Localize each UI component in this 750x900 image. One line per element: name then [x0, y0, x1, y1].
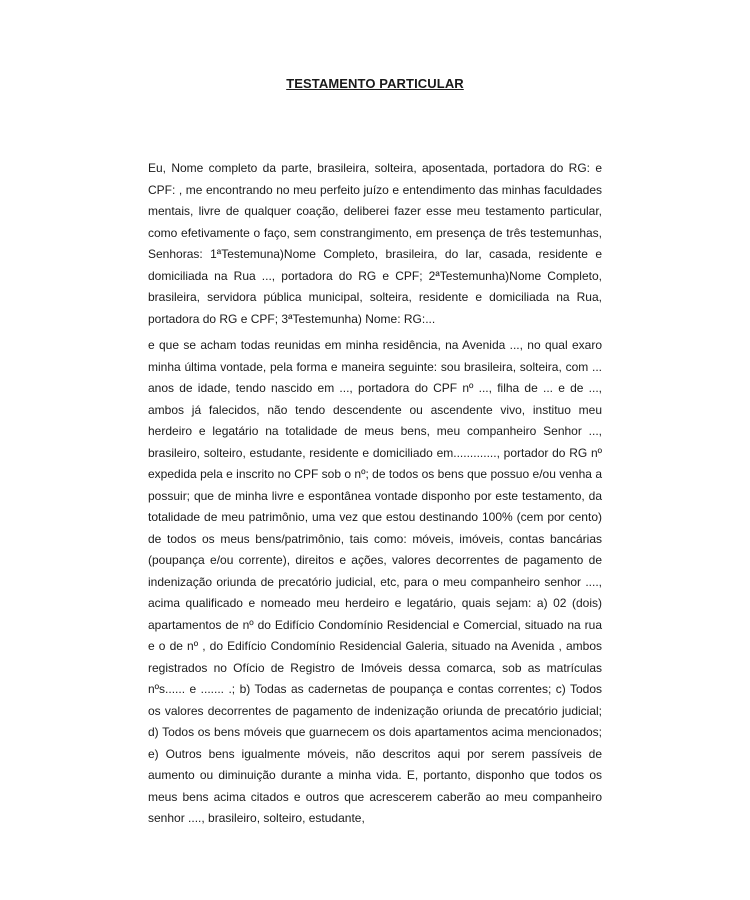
paragraph-bequest-terms: [148, 335, 602, 830]
document-title: TESTAMENTO PARTICULAR: [286, 76, 464, 91]
paragraph-text: e que se acham todas reunidas em minha residência, na Avenida ..., no qual exaro minha última vontade, pela forma e maneira seguinte: sou brasileira, solteira, com ... anos de idade, tendo nascido em ..., portadora do CPF nº ..., filha de ... e de ..., ambos já falecidos, não tendo descendente ou ascendente vivo, instituo meu herdeiro e legatário na totalidade de meus bens, meu companheiro Senhor ..., brasileiro, solteiro, estudante, residente e domiciliado em............., portador do RG nº expedida pela e inscrito no CPF sob o nº; de todos os bens que possuo e/ou venha a possuir; que de minha livre e espontânea vontade disponho por este testamento, da totalidade de meu patrimônio, uma vez que estou destinando 100% (cem por cento) de todos os meus bens/patrimônio, tais como: móveis, imóveis, contas bancárias (poupança e/ou corrente), direitos e ações, valores decorrentes de pagamento de indenização oriunda de precatório judicial, etc, para o meu companheiro senhor ...., acima qualificado e nomeado meu herdeiro e legatário, quais sejam: a) 02 (dois) apartamentos de nº do Edifício Condomínio Residencial e Comercial, situado na rua e o de nº , do Edifício Condomínio Residencial Galeria, situado na Avenida , ambos registrados no Ofício de Registro de Imóveis dessa comarca, sob as matrículas nºs...... e ....... .; b) Todas as cadernetas de poupança e contas correntes; c) Todos os valores decorrentes de pagamento de indenização oriunda de precatório judicial; d) Todos os bens móveis que guarnecem os dois apartamentos acima mencionados; e) Outros bens igualmente móveis, não descritos aqui por serem passíveis de aumento ou diminuição durante a minha vida. E, portanto, disponho que todos os meus bens acima citados e outros que acrescerem caberão ao meu companheiro senhor ...., brasileiro, solteiro, estudante,: [148, 338, 602, 825]
paragraph-text: Eu, Nome completo da parte, brasileira, solteira, aposentada, portadora do RG: e CPF: , me encontrando no meu perfeito juízo e entendimento das minhas faculdades mentais, livre de qualquer coação, deliberei fazer esse meu testamento particular, como efetivamente o faço, sem constrangimento, em presença de três testemunhas, Senhoras: 1ªTestemuna)Nome Completo, brasileira, do lar, casada, residente e domiciliada na Rua ..., portadora do RG e CPF; 2ªTestemunha)Nome Completo, brasileira, servidora pública municipal, solteira, residente e domiciliada na Rua, portadora do RG e CPF; 3ªTestemunha) Nome: RG:...: [148, 161, 602, 326]
paragraph-testator-declaration: [148, 158, 602, 330]
